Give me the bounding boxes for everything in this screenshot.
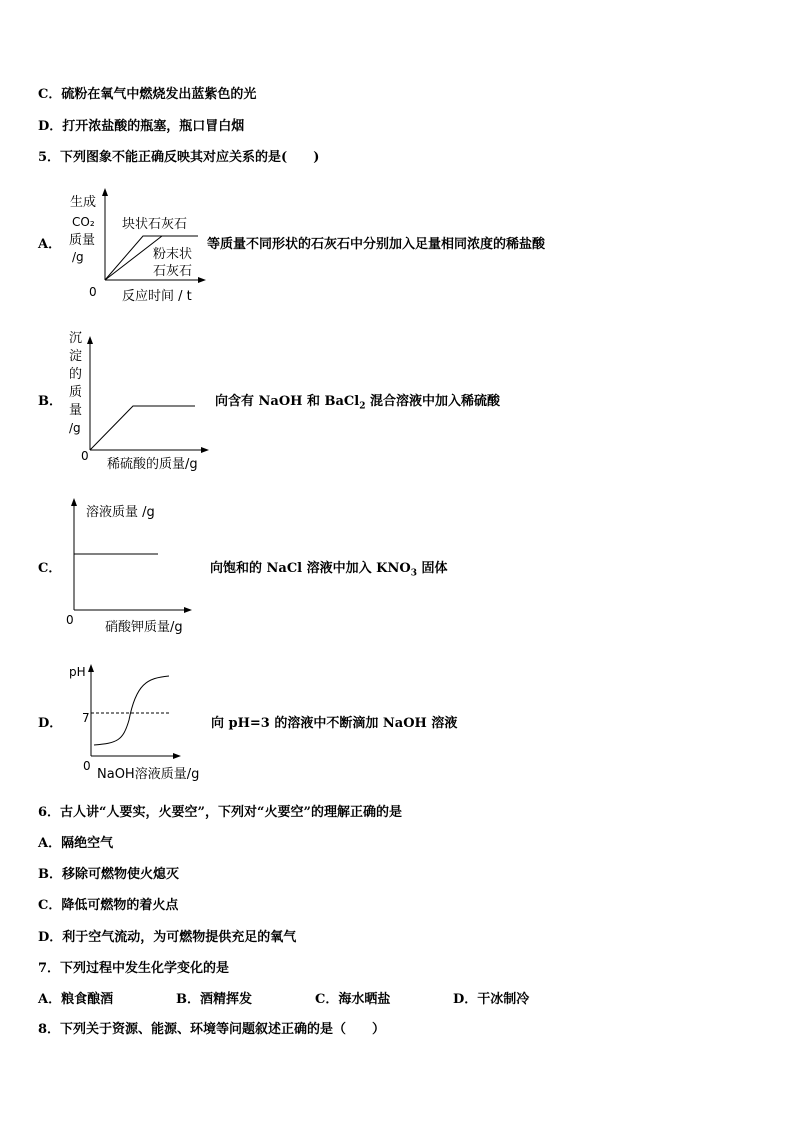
q5-b-description: 向含有 NaOH 和 BaCl$_2$ 混合溶液中加入稀硫酸 [215,394,500,412]
q5-a-origin: 0 [89,285,97,299]
q5-a-description: 等质量不同形状的石灰石中分别加入足量相同浓度的稀盐酸 [207,237,546,252]
q5-stem: 5．下列图象不能正确反映其对应关系的是( ) [38,150,320,165]
q5-b-yaxis-6: /g [69,421,81,435]
q5-d-graph [65,658,215,786]
q5-c-yaxis: 溶液质量 /g [86,505,155,520]
q7-option-d: D．干冰制冷 [453,992,530,1007]
q5-a-curve2-label-1: 粉末状 [153,247,193,262]
q5-a-yaxis-1: 生成 [70,195,97,210]
q5-b-yaxis-3: 的 [69,367,83,382]
q5-d-yaxis: pH [69,665,86,679]
q6-option-b: B．移除可燃物使火熄灭 [38,867,179,882]
q4-option-d: D．打开浓盐酸的瓶塞，瓶口冒白烟 [38,119,245,134]
q5-d-description: 向 pH=3 的溶液中不断滴加 NaOH 溶液 [211,716,458,731]
q7-options [0,988,794,1008]
q6-stem: 6．古人讲“人要实，火要空”，下列对“火要空”的理解正确的是 [38,805,402,820]
q5-b-yaxis-1: 沉 [69,331,83,346]
q5-a-graph [60,188,210,306]
q4-option-c: C．硫粉在氧气中燃烧发出蓝紫色的光 [38,87,257,102]
q5-a-label: A． [38,237,62,252]
q6-option-a: A．隔绝空气 [38,836,114,851]
q7-option-b: B．酒精挥发 [176,992,252,1007]
q5-d-label: D． [38,716,63,731]
q5-c-description: 向饱和的 NaCl 溶液中加入 $KNO_3$ 固体 [210,561,448,579]
q5-c-xaxis: 硝酸钾质量/g [105,620,183,635]
q5-c-origin: 0 [66,613,74,627]
q7-option-c: C．海水晒盐 [315,992,391,1007]
q5-a-xaxis: 反应时间 / t [122,289,192,304]
q5-a-curve2-label-2: 石灰石 [153,264,193,279]
q6-option-d: D．利于空气流动，为可燃物提供充足的氧气 [38,930,297,945]
q5-a-curve1-label: 块状石灰石 [122,217,188,232]
q5-b-xaxis: 稀硫酸的质量/g [107,457,198,472]
q5-a-yaxis-4: /g [72,250,84,264]
q5-c-label: C． [38,561,62,576]
q5-b-yaxis-5: 量 [69,403,83,418]
q5-a-yaxis-3: 质量 [69,233,96,248]
q5-c-graph [60,492,210,640]
q5-d-xaxis: NaOH溶液质量/g [97,767,200,782]
q7-stem: 7．下列过程中发生化学变化的是 [38,961,230,976]
q5-b-origin: 0 [81,449,89,463]
q6-option-c: C．降低可燃物的着火点 [38,898,179,913]
q5-b-yaxis-2: 淀 [69,349,83,364]
q5-d-origin: 0 [83,759,91,773]
q5-a-yaxis-2: CO₂ [72,215,95,229]
q5-b-label: B． [38,394,62,409]
q7-option-a: A．粮食酿酒 [38,992,114,1007]
q5-b-yaxis-4: 质 [69,385,83,400]
q5-b-graph [65,325,215,473]
q5-d-tick-7: 7 [82,711,90,725]
q8-stem: 8．下列关于资源、能源、环境等问题叙述正确的是（ ） [38,1022,386,1037]
